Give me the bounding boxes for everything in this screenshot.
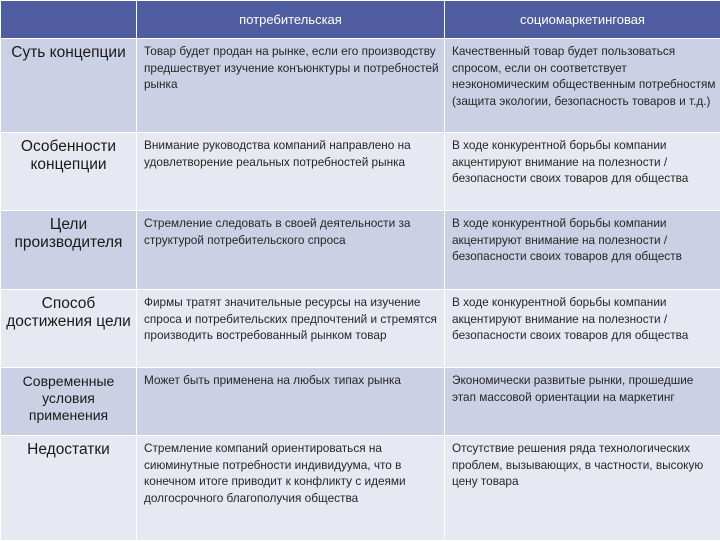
table-row [1,290,720,368]
row-label: Современные условия применения [1,368,137,436]
table-row [1,436,720,541]
row-label: Способ достижения цели [1,290,137,368]
row-label: Суть концепции [1,39,137,133]
table-row [1,211,720,290]
table-row [1,368,720,436]
table-body [1,39,720,541]
row-label: Цели производителя [1,211,137,290]
consumer-cell: Может быть применена на любых типах рынка [137,368,445,436]
consumer-cell: Фирмы тратят значительные ресурсы на изучение спроса и потребительских предпочтений и стремятся производить востребованный рынком товар [137,290,445,368]
consumer-cell: Товар будет продан на рынке, если его производству предшествует изучение конъюнктуры и потребностей рынка [137,39,445,133]
societal-cell: Качественный товар будет пользоваться спросом, если он соответствует неэкономическим общественным потребностям (защита экологии, безопасность товаров и т.д.) [445,39,720,133]
societal-cell: В ходе конкурентной борьбы компании акцентируют внимание на полезности / безопасности своих товаров для общества [445,290,720,368]
row-label: Недостатки [1,436,137,541]
consumer-cell: Стремление следовать в своей деятельности за структурой потребительского спроса [137,211,445,290]
consumer-cell: Стремление компаний ориентироваться на сиюминутные потребности индивидуума, что в конечном итоге приводит к конфликту с идеями долгосрочного благополучия общества [137,436,445,541]
table-row [1,133,720,211]
societal-cell: Экономически развитые рынки, прошедшие этап массовой ориентации на маркетинг [445,368,720,436]
table-row [1,39,720,133]
header-corner-cell [1,1,137,39]
header-row [1,1,720,39]
societal-cell: Отсутствие решения ряда технологических проблем, вызывающих, в частности, высокую цену товара [445,436,720,541]
consumer-cell: Внимание руководства компаний направлено на удовлетворение реальных потребностей рынка [137,133,445,211]
header-societal-concept: социомаркетинговая [445,1,720,39]
row-label: Особенности концепции [1,133,137,211]
header-consumer-concept: потребительская [137,1,445,39]
societal-cell: В ходе конкурентной борьбы компании акцентируют внимание на полезности / безопасности своих товаров для общества [445,133,720,211]
table-header [1,1,720,39]
societal-cell: В ходе конкурентной борьбы компании акцентируют внимание на полезности / безопасности своих товаров для обществ [445,211,720,290]
